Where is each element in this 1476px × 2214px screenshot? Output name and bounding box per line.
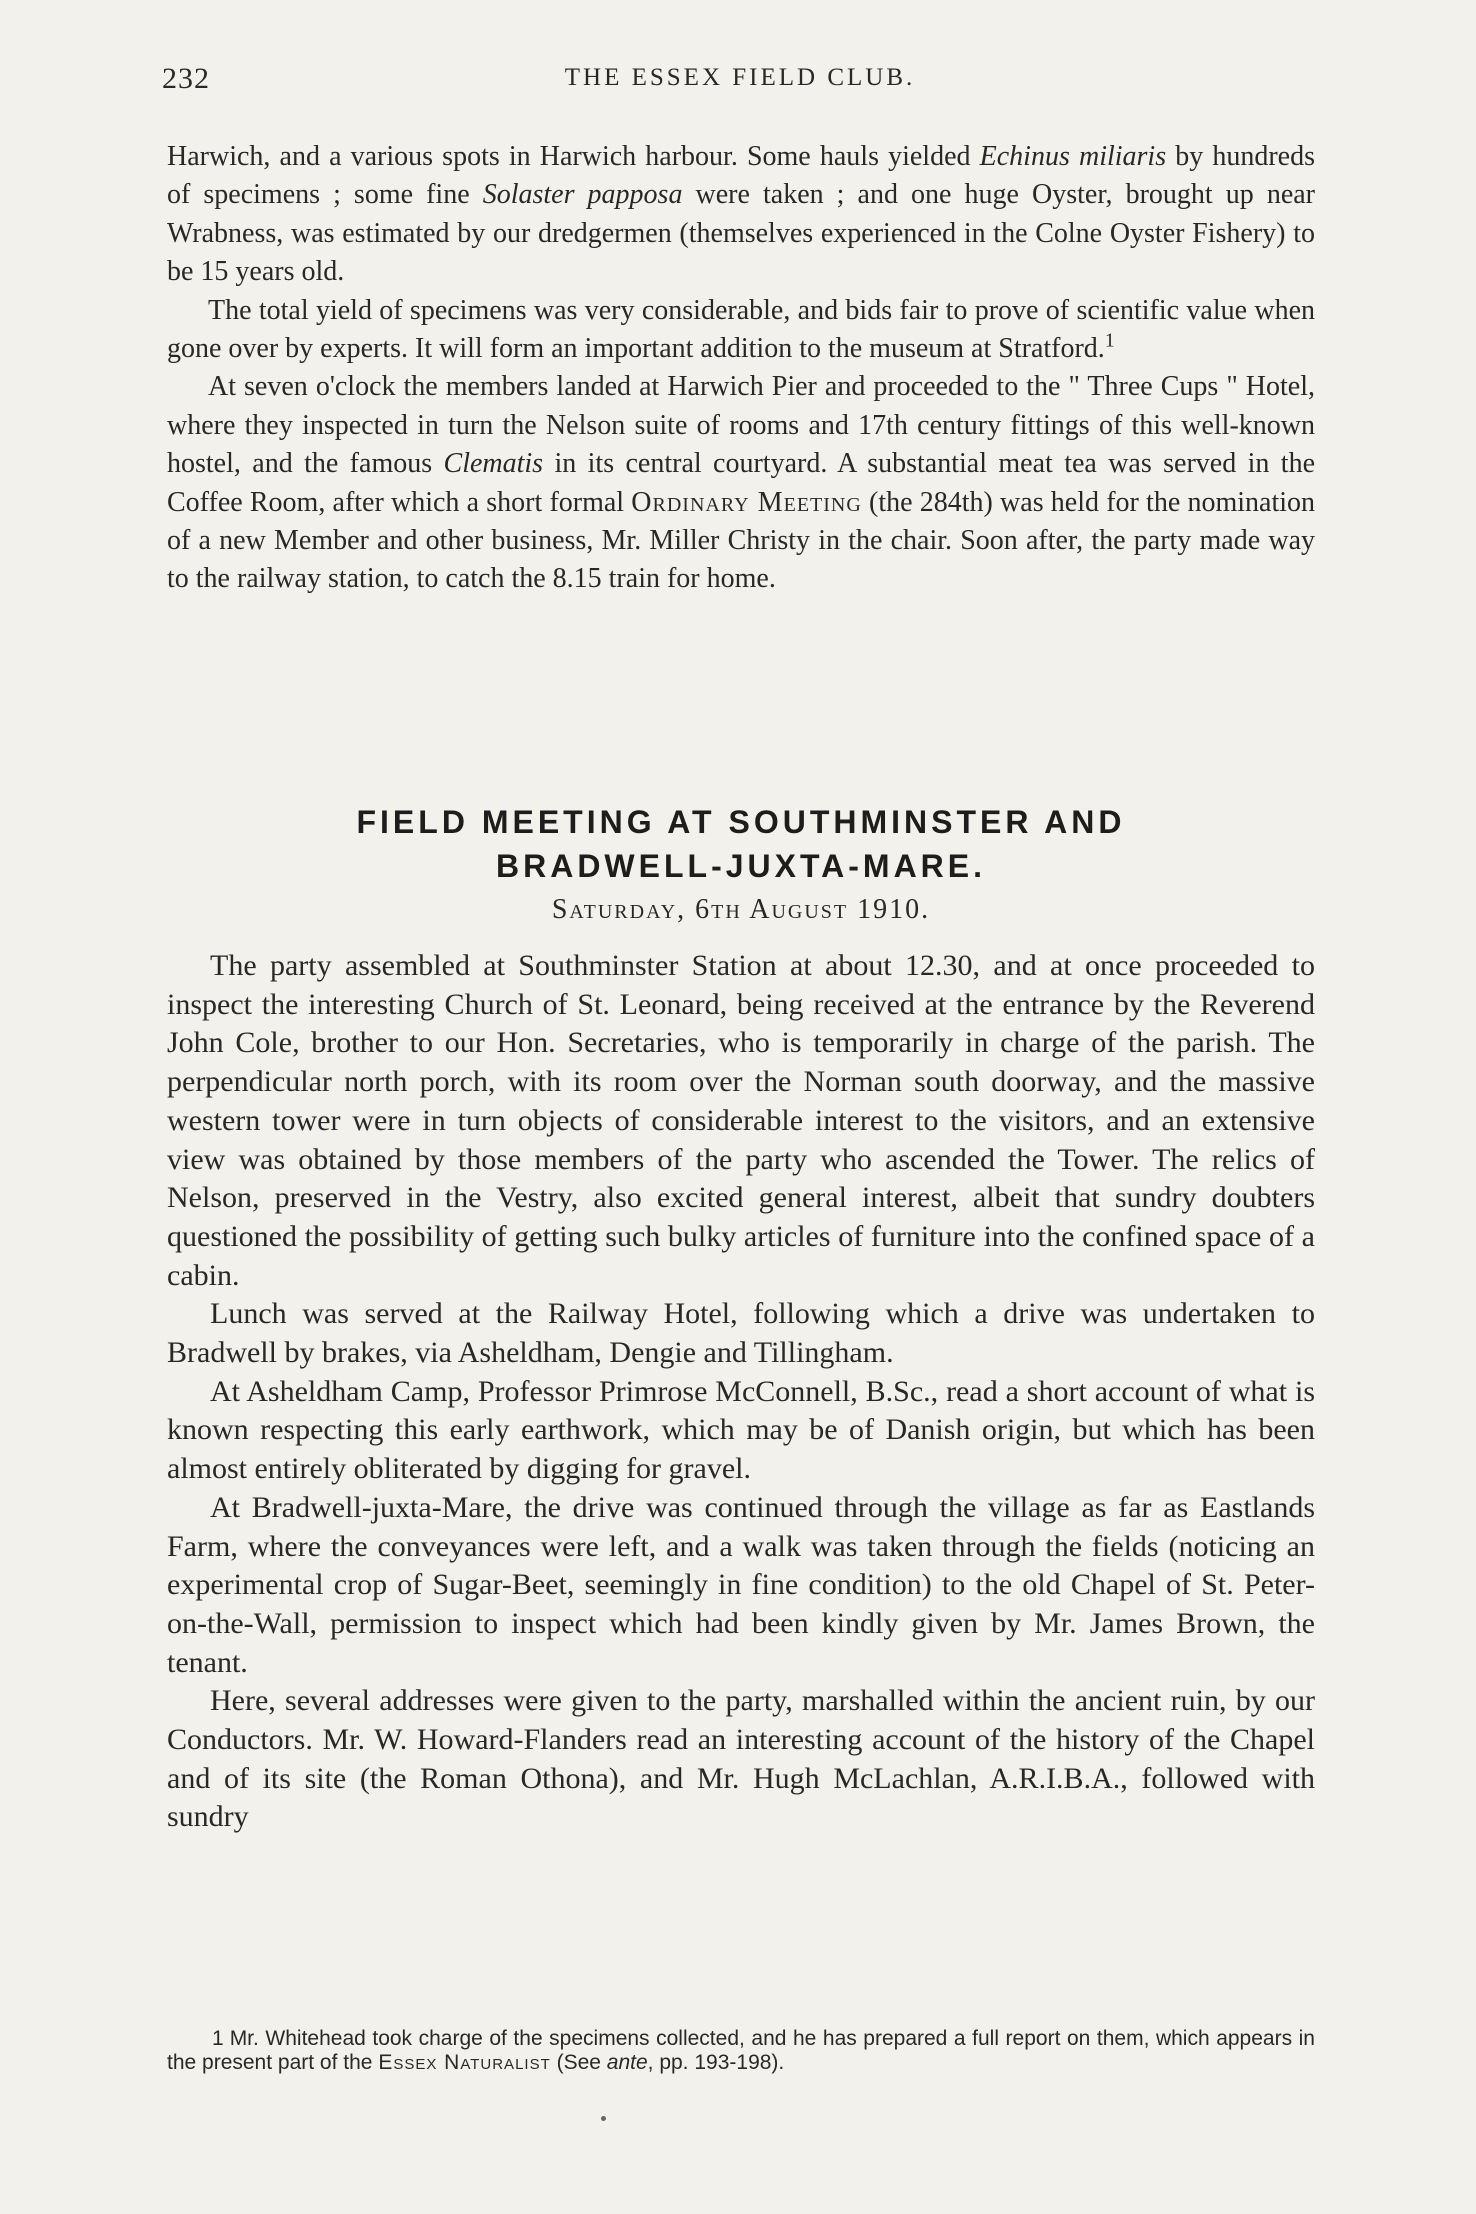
text-run: , pp. 193-198). xyxy=(647,2051,785,2074)
section-heading-line: FIELD MEETING AT SOUTHMINSTER AND xyxy=(356,804,1126,840)
text-run: Harwich, and a various spots in Harwich harbour. Some hauls yielded xyxy=(167,141,980,172)
journal-name: Essex Naturalist xyxy=(378,2051,551,2074)
species-name: Echinus miliaris xyxy=(979,141,1167,172)
section-body xyxy=(167,947,1315,1837)
continued-article xyxy=(167,138,1315,599)
footnote-number: 1 xyxy=(212,2027,224,2050)
paragraph-harwich-evening xyxy=(167,368,1315,598)
plant-name: Clematis xyxy=(443,448,544,480)
paragraph-bradwell: At Bradwell-juxta-Mare, the drive was continued through the village as far as Eastlands Farm, where the conveyances were left, and a walk was taken through the fields (noticing an experimental crop of Sugar-Beet, seemingly in fine condition) to the old Chapel of St. Peter-on-the-Wall, permission to inspect which had been kindly given by Mr. James Brown, the tenant. xyxy=(167,1490,1315,1679)
text-run: (the 284th) was held for the nomination of a new Member and other business, Mr. Miller Christy in the chair. Soon after, the party made way to the railway station, to catch the 8.15 train for home. xyxy=(167,486,1316,595)
paragraph-lunch: Lunch was served at the Railway Hotel, following which a drive was undertaken to Bradwell by brakes, via Asheldham, Dengie and Tillingham. xyxy=(167,1297,1315,1370)
meeting-name: Ordinary Meeting xyxy=(631,486,862,518)
ink-speck xyxy=(601,2116,606,2121)
text-run: by hundreds of specimens ; some fine xyxy=(167,141,1316,211)
text-run: in its central courtyard. A substantial meat tea was served in the Coffee Room, after which a short formal xyxy=(167,448,1315,518)
paragraph-dredging xyxy=(167,138,1315,292)
section-heading-line: BRADWELL-JUXTA-MARE. xyxy=(495,848,987,884)
paragraph-southminster: The party assembled at Southminster Station at about 12.30, and at once proceeded to inspect the interesting Church of St. Leonard, being received at the entrance by the Reverend John Cole, brother to our Hon. Secretaries, who is temporarily in charge of the parish. The perpendicular north porch, with its room over the Norman south doorway, and the massive western tower were in turn objects of considerable interest to the visitors, and an extensive view was obtained by those members of the party who ascended the Tower. The relics of Nelson, preserved in the Vestry, also excited general interest, albeit that sundry doubters questioned the possibility of getting such bulky articles of furniture into the confined space of a cabin. xyxy=(167,949,1315,1292)
page-number: 232 xyxy=(162,62,210,95)
text-run: Mr. Whitehead took charge of the specimens collected, and he has prepared a full report on them, which appears in the present part of the xyxy=(167,2027,1315,2074)
text-run: (See xyxy=(550,2051,607,2074)
paragraph-chapel: Here, several addresses were given to the party, marshalled within the ancient ruin, by our Conductors. Mr. W. Howard-Flanders read an interesting account of the history of the Chapel and of its site (the Roman Othona), and Mr. Hugh McLachlan, A.R.I.B.A., followed with sundry xyxy=(167,1684,1315,1834)
footnote xyxy=(167,2027,1315,2075)
paragraph-asheldham: At Asheldham Camp, Professor Primrose McConnell, B.Sc., read a short account of what is known respecting this early earthwork, which may be of Danish origin, but which has been almost entirely obliterated by digging for gravel. xyxy=(167,1374,1315,1486)
text-run: were taken ; and one huge Oyster, brought up near Wrabness, was estimated by our dredgermen (themselves experienced in the Colne Oyster Fishery) to be 15 years old. xyxy=(167,179,1315,288)
section-heading xyxy=(167,800,1315,888)
running-head xyxy=(160,62,1320,102)
species-name: Solaster papposa xyxy=(482,179,683,211)
running-title: THE ESSEX FIELD CLUB. xyxy=(564,64,916,91)
text-run: At seven o'clock the members landed at Harwich Pier and proceeded to the " Three Cups " Hotel, where they inspected in turn the Nelson suite of rooms and 17th century fittings of this well-known hostel, and the famous xyxy=(167,371,1315,480)
text-run: The total yield of specimens was very considerable, and bids fair to prove of scientific value when gone over by experts. It will form an important addition to the museum at Stratford. xyxy=(167,294,1315,365)
footnote-reference: 1 xyxy=(1104,329,1115,352)
paragraph-yield xyxy=(167,292,1315,369)
ante-reference: ante xyxy=(606,2051,648,2074)
section-date: Saturday, 6th August 1910. xyxy=(551,894,931,925)
